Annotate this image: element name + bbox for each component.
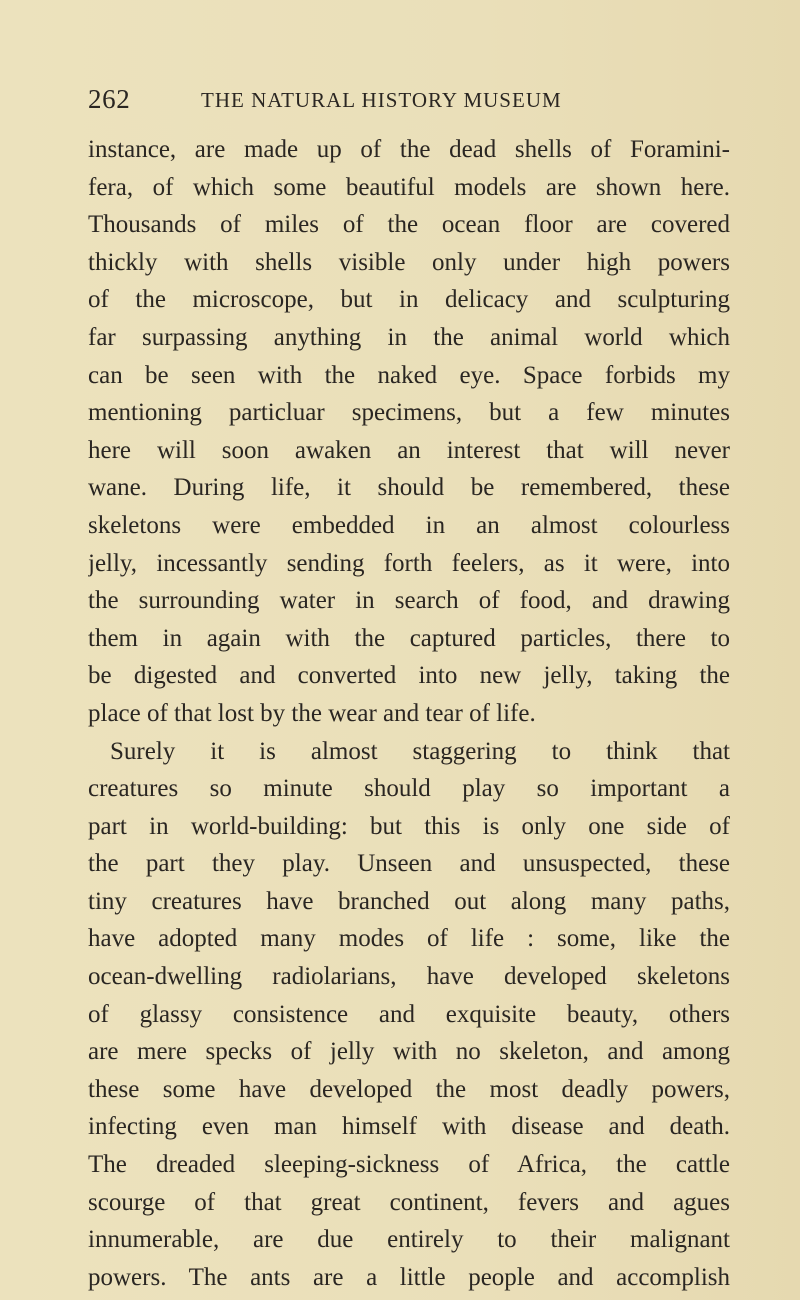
text-line-paragraph-start: Surely it is almost staggering to think that xyxy=(110,737,730,765)
text-line: The dreaded sleeping-sickness of Africa, the cattle xyxy=(88,1151,730,1179)
text-line: part in world-building: but this is only one side of xyxy=(88,812,730,840)
text-line: here will soon awaken an interest that will never xyxy=(88,436,730,464)
text-line: these some have developed the most deadly powers, xyxy=(88,1075,730,1103)
page-number: 262 xyxy=(88,84,131,114)
text-line: Thousands of miles of the ocean floor are covered xyxy=(88,211,730,239)
text-line: ocean-dwelling radiolarians, have developed skeletons xyxy=(88,963,730,991)
running-head xyxy=(88,84,738,124)
text-line: of glassy consistence and exquisite beauty, others xyxy=(88,1000,730,1028)
text-line: wane. During life, it should be remembered, these xyxy=(88,474,730,502)
text-line: are mere specks of jelly with no skeleton, and among xyxy=(88,1038,730,1066)
text-line: skeletons were embedded in an almost colourless xyxy=(88,511,730,539)
text-line: of the microscope, but in delicacy and sculpturing xyxy=(88,286,730,314)
text-line: them in again with the captured particles, there to xyxy=(88,624,730,652)
text-line: innumerable, are due entirely to their malignant xyxy=(88,1226,730,1254)
text-line-paragraph-end: place of that lost by the wear and tear of life. xyxy=(88,699,536,727)
text-line: creatures so minute should play so important a xyxy=(88,775,730,803)
text-line: tiny creatures have branched out along many paths, xyxy=(88,887,730,915)
text-line: can be seen with the naked eye. Space forbids my xyxy=(88,361,730,389)
text-line: jelly, incessantly sending forth feelers, as it were, into xyxy=(88,549,730,577)
text-line: instance, are made up of the dead shells of Foramini- xyxy=(88,136,730,163)
text-line: powers. The ants are a little people and accomplish xyxy=(88,1263,730,1291)
text-line: far surpassing anything in the animal world which xyxy=(88,323,730,351)
body-text xyxy=(88,131,730,1296)
text-line: be digested and converted into new jelly, taking the xyxy=(88,662,730,690)
running-head-title: THE NATURAL HISTORY MUSEUM xyxy=(201,88,562,112)
text-line: thickly with shells visible only under high powers xyxy=(88,248,730,276)
text-line: the surrounding water in search of food, and drawing xyxy=(88,587,730,615)
text-line: the part they play. Unseen and unsuspected, these xyxy=(88,850,730,878)
text-line: scourge of that great continent, fevers and agues xyxy=(88,1188,730,1216)
text-line: infecting even man himself with disease and death. xyxy=(88,1113,730,1141)
text-line: mentioning particluar specimens, but a few minutes xyxy=(88,399,730,427)
text-line: have adopted many modes of life : some, like the xyxy=(88,925,730,953)
text-line: fera, of which some beautiful models are shown here. xyxy=(88,173,730,201)
